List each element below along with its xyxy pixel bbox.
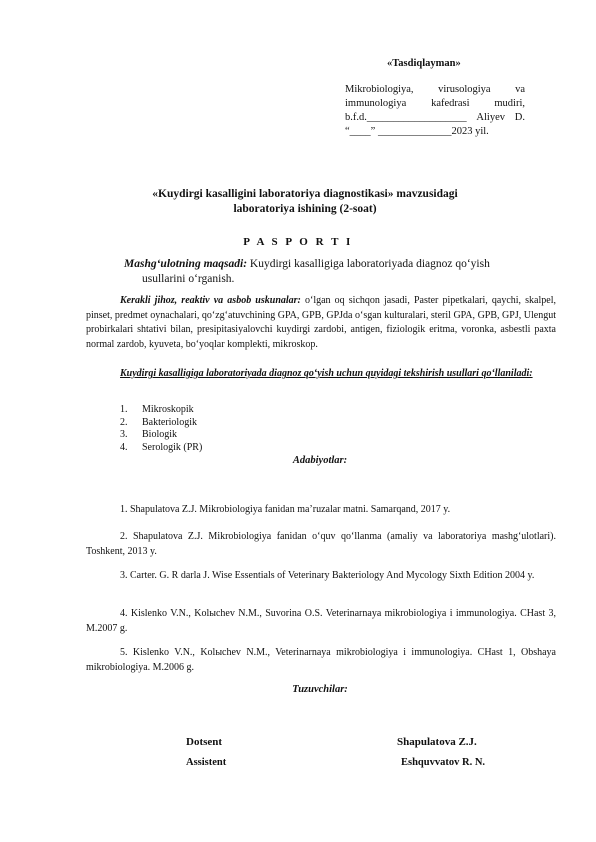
- list-item: [120, 442, 202, 455]
- methods-list: [120, 404, 202, 454]
- list-item: [120, 404, 202, 417]
- approval-word: Aliyev: [476, 112, 505, 123]
- list-text: Biologik: [142, 429, 178, 440]
- list-item: [120, 417, 202, 430]
- approval-date: “____” ______________2023 yil.: [345, 126, 489, 137]
- approval-date-line: [345, 125, 525, 139]
- approval-line-1: [345, 83, 525, 97]
- list-number: 2.: [120, 416, 128, 428]
- passport-heading: P A S P O R T I: [243, 236, 353, 248]
- list-number: 4.: [120, 441, 128, 453]
- approval-word: va: [515, 84, 525, 95]
- list-text: Mikroskopik: [142, 404, 194, 415]
- authors-heading: Tuzuvchilar:: [292, 684, 348, 695]
- approval-line-2: [345, 97, 525, 111]
- approval-word: Mikrobiologiya,: [345, 84, 414, 95]
- approval-heading: «Tasdiqlayman»: [387, 58, 461, 69]
- goal-paragraph: [124, 257, 524, 287]
- approval-word: b.f.d.___________________: [345, 112, 467, 123]
- literature-heading: Adabiyotlar:: [292, 455, 348, 466]
- list-text: Bakteriologik: [142, 416, 197, 428]
- list-number: 3.: [120, 429, 128, 440]
- literature-item: 4. Kislenko V.N., Kolыchev N.M., Suvorina O.S. Veterinarnaya mikrobiologiya i immunologiya. CHast 3, M.2007 g.: [86, 608, 556, 634]
- list-number: 1.: [120, 404, 128, 415]
- document-title: [100, 187, 510, 217]
- approval-word: virusologiya: [438, 84, 491, 95]
- approval-word: mudiri,: [494, 98, 525, 109]
- title-line-2: laboratoriya ishining (2-soat): [233, 203, 377, 215]
- approval-word: immunologiya: [345, 98, 407, 109]
- literature-item: 1. Shapulatova Z.J. Mikrobiologiya fanidan ma’ruzalar matni. Samarqand, 2017 y.: [120, 504, 451, 515]
- author-name: Shapulatova Z.J.: [397, 736, 477, 748]
- author-role: Assistent: [186, 757, 227, 768]
- equipment-text: o‘lgan oq sichqon jasadi, Paster pipetkalari, qaychi, skalpel, pinset, predmet oynachalari, qo‘zg‘atuvchining GPA, GPB, GPJda o‘sgan kulturalari, steril GPA, GPB, GPJ, Ulengut probirkalari shtativi bilan, presipitasiyalovchi kuydirgi zardobi, antigen, fiziologik eritma, voronka, asbestli paxta normal zardob, kyuveta, bo‘yoqlar komplekti, mikroskop.: [86, 295, 556, 350]
- goal-text: Kuydirgi kasalligiga laboratoriyada diagnoz qo‘yish: [247, 258, 490, 270]
- equipment-paragraph: [86, 294, 556, 352]
- literature-item: 2. Shapulatova Z.J. Mikrobiologiya fanidan o‘quv qo‘llanma (amaliy va laboratoriya mashg‘ulotlari). Toshkent, 2013 y.: [86, 531, 556, 557]
- literature-item: 5. Kislenko V.N., Kolыchev N.M., Veterinarnaya mikrobiologiya i immunologiya. CHast 1, Obshaya mikrobiologiya. M.2006 g.: [86, 647, 556, 673]
- list-item: [120, 429, 202, 442]
- approval-word: kafedrasi: [431, 98, 470, 109]
- goal-label: Mashg‘ulotning maqsadi:: [124, 258, 248, 270]
- methods-heading: Kuydirgi kasalligiga laboratoriyada diagnoz qo‘yish uchun quyidagi tekshirish usullari qo‘llaniladi:: [120, 368, 533, 379]
- title-line-1: «Kuydirgi kasalligini laboratoriya diagnostikasi» mavzusidagi: [152, 188, 458, 200]
- equipment-label: Kerakli jihoz, reaktiv va asbob uskunalar:: [120, 295, 301, 306]
- approval-word: D.: [514, 112, 525, 123]
- author-role: Dotsent: [186, 736, 223, 748]
- goal-text-continuation: usullarini o‘rganish.: [142, 273, 235, 285]
- approval-block: [345, 83, 525, 139]
- list-text: Serologik (PR): [142, 441, 203, 453]
- literature-item: 3. Carter. G. R darla J. Wise Essentials of Veterinary Bakteriology And Mycology Sixth Edition 2004 y.: [120, 570, 535, 581]
- approval-line-3: [345, 111, 525, 125]
- author-name: Eshquvvatov R. N.: [401, 757, 486, 768]
